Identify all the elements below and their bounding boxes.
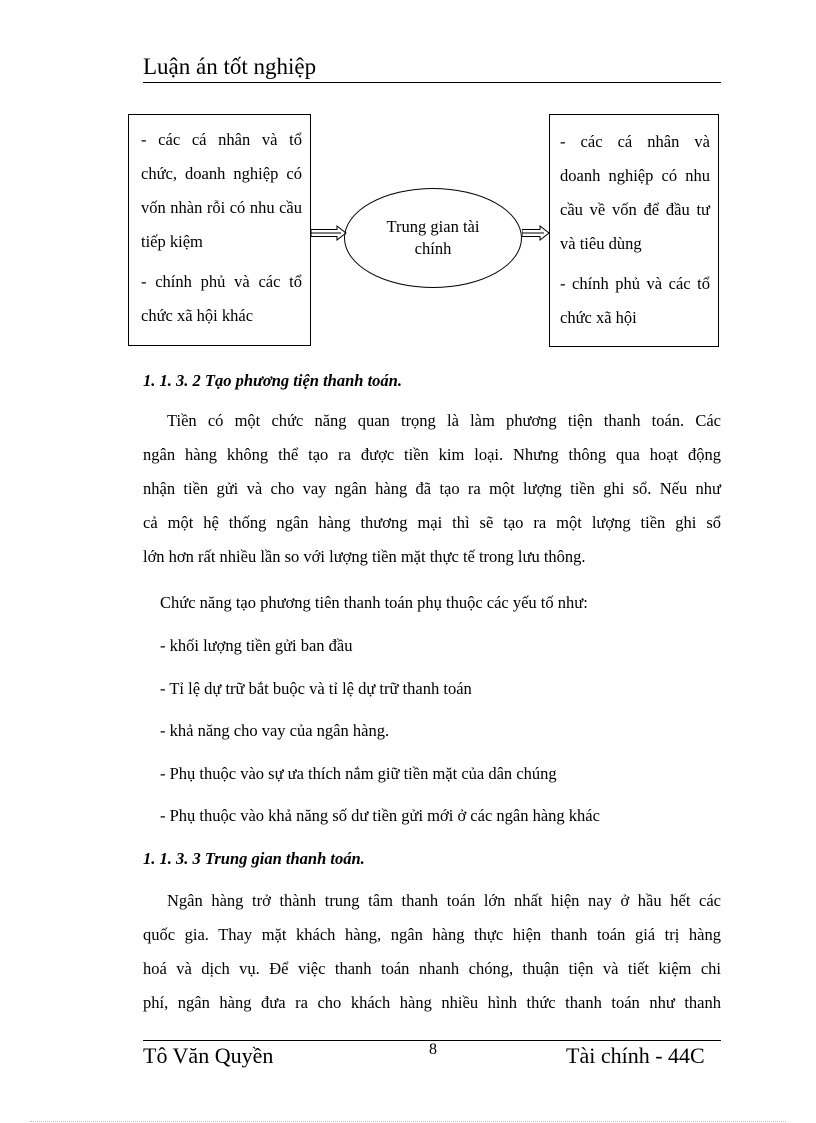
paragraph-line: cả một hệ thống ngân hàng thương mại thì sẽ tạo ra một lượng tiền ghi sổ <box>143 513 721 532</box>
page-number: 8 <box>429 1041 437 1058</box>
list-item: - Phụ thuộc vào khả năng số dư tiền gửi mới ở các ngân hàng khác <box>160 806 600 825</box>
paragraph-line: lớn hơn rất nhiều lần so với lượng tiền mặt thực tế trong lưu thông. <box>143 547 586 566</box>
paragraph-line: phí, ngân hàng đưa ra cho khách hàng nhiều hình thức thanh toán như thanh <box>143 993 721 1012</box>
paragraph-line: Ngân hàng trở thành trung tâm thanh toán lớn nhất hiện nay ở hầu hết các <box>167 891 721 910</box>
list-item: - Phụ thuộc vào sự ưa thích nắm giữ tiền mặt của dân chúng <box>160 764 557 783</box>
paragraph-line: ngân hàng không thể tạo ra được tiền kim loại. Nhưng thông qua hoạt động <box>143 445 721 464</box>
section-heading-payment-intermediary: 1. 1. 3. 3 Trung gian thanh toán. <box>143 849 365 868</box>
footer-author: Tô Văn Quyền <box>143 1043 274 1068</box>
financial-intermediary-ellipse <box>344 188 522 288</box>
section-heading-payment-means: 1. 1. 3. 2 Tạo phương tiện thanh toán. <box>143 371 402 390</box>
list-item: - khả năng cho vay của ngân hàng. <box>160 721 390 740</box>
diagram-box-borrowers <box>549 114 719 347</box>
diagram-box-savers <box>128 114 311 346</box>
paragraph-line: Tiền có một chức năng quan trọng là làm phương tiện thanh toán. Các <box>167 411 721 430</box>
paragraph-line: hoá và dịch vụ. Để việc thanh toán nhanh chóng, thuận tiện và tiết kiệm chi <box>143 959 721 978</box>
paragraph-line: quốc gia. Thay mặt khách hàng, ngân hàng thực hiện thanh toán giá trị hàng <box>143 925 721 944</box>
arrow-right-icon <box>522 225 550 241</box>
paragraph-payment-intermediary <box>143 884 721 1020</box>
ellipse-label: Trung gian tài chính <box>386 217 480 258</box>
running-header-title: Luận án tốt nghiệp <box>143 54 317 79</box>
borrowers-text-1: - các cá nhân và doanh nghiệp có nhu cầu về vốn để đầu tư và tiêu dùng <box>560 132 710 253</box>
header-rule <box>143 82 721 83</box>
list-item: - khối lượng tiền gửi ban đầu <box>160 636 353 655</box>
paragraph-line: nhận tiền gửi và cho vay ngân hàng đã tạo ra một lượng tiền ghi sổ. Nếu như <box>143 479 721 498</box>
paragraph-payment-means <box>143 404 721 574</box>
paragraph-factors-intro: Chức năng tạo phương tiên thanh toán phụ thuộc các yếu tố như: <box>160 593 588 612</box>
savers-text-1: - các cá nhân và tổ chức, doanh nghiệp có vốn nhàn rỗi có nhu cầu tiếp kiệm <box>141 130 302 251</box>
borrowers-text-2: - chính phủ và các tổ chức xã hội <box>560 274 710 327</box>
footer-class: Tài chính - 44C <box>566 1043 705 1068</box>
page-bottom-border <box>30 1121 786 1122</box>
arrow-right-icon <box>311 225 347 241</box>
list-item: - Tỉ lệ dự trữ bắt buộc và tỉ lệ dự trữ thanh toán <box>160 679 472 698</box>
savers-text-2: - chính phủ và các tổ chức xã hội khác <box>141 272 302 325</box>
